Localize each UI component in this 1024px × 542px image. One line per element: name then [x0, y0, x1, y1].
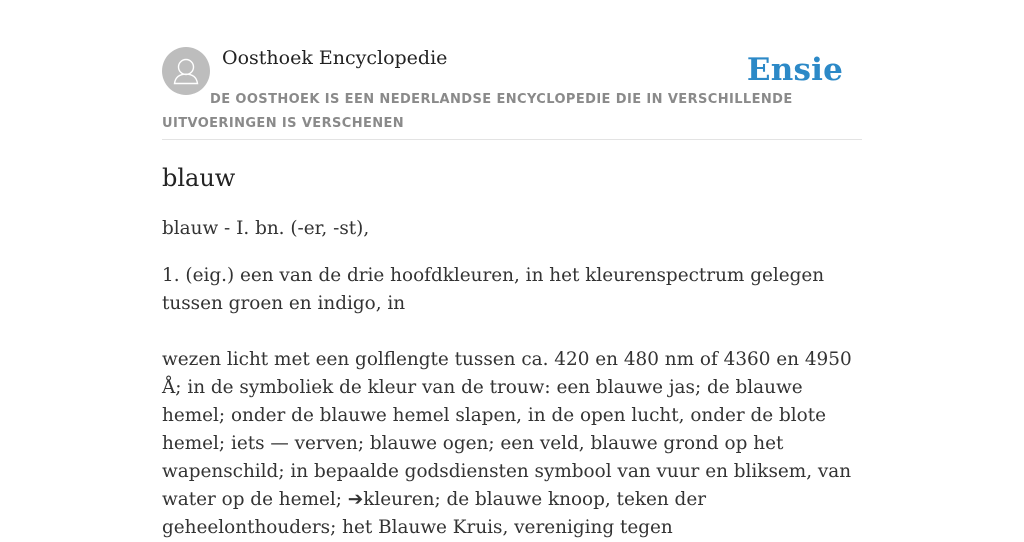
definition-body [162, 346, 862, 542]
cross-reference-link[interactable]: ➔kleuren [347, 489, 435, 510]
source-tagline: DE OOSTHOEK IS EEN NEDERLANDSE ENCYCLOPEDIE DIE IN VERSCHILLENDE UITVOERINGEN IS VERSCHENEN [162, 92, 793, 131]
headword-line: blauw - I. bn. (-er, -st), [162, 218, 370, 239]
definition-1: 1. (eig.) een van de drie hoofdkleuren, in het kleurenspectrum gelegen tussen groen en indigo, in [162, 265, 825, 314]
source-header [162, 0, 862, 140]
source-name[interactable]: Oosthoek Encyclopedie [222, 47, 448, 69]
body-text-after-link: ; de blauwe knoop, teken der geheelonthouders; het Blauwe Kruis, vereniging tegen [162, 489, 706, 538]
body-text-before-link: wezen licht met een golflengte tussen ca. 420 en 480 nm of 4360 en 4950 Å; in de symboliek de kleur van de trouw: een blauwe jas; de blauwe hemel; onder de blauwe hemel slapen, in de open lucht, onder de blote hemel; iets — verven; blauwe ogen; een veld, blauwe grond op het wapenschild; in bepaalde godsdiensten symbool van vuur en bliksem, van water op de hemel; [162, 349, 852, 510]
article-content [162, 215, 862, 542]
article-title: blauw [162, 164, 236, 192]
page [162, 0, 862, 538]
brand-logo[interactable]: Ensie [746, 52, 843, 88]
